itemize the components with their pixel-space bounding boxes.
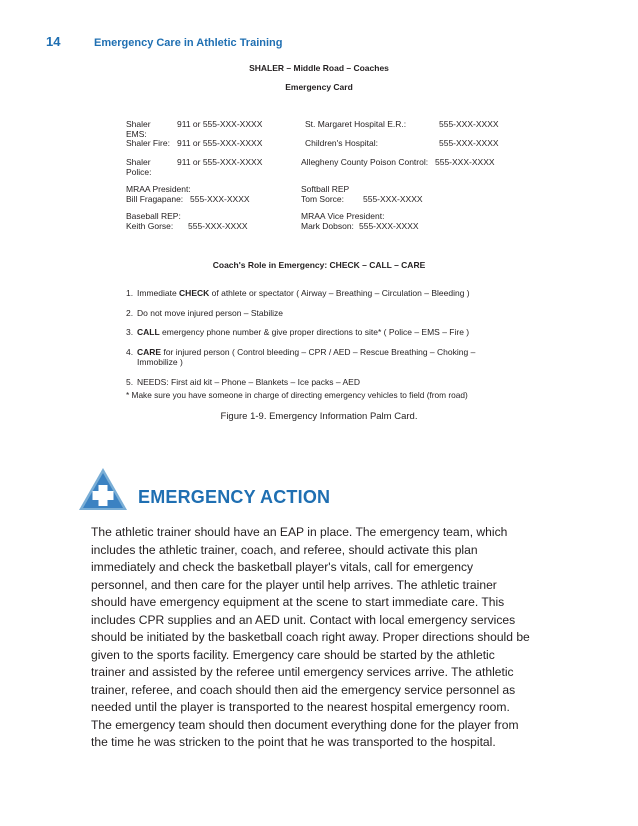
list-item — [126, 327, 476, 338]
contact-label: St. Margaret Hospital E.R.: — [305, 119, 407, 129]
contact-row — [126, 119, 506, 138]
contact-value: 555-XXX-XXXX — [439, 138, 499, 148]
body-paragraph: The athletic trainer should have an EAP in place. The emergency team, which includes the athletic trainer, coach, and referee, should activate this plan immediately and check the basketball player's vitals, call for emergency personnel, and then care for the player until help arrives. The athletic trainer should have emergency equipment at the scene to start immediate care. This includes CPR supplies and an AED unit. Contact with local emergency services should be initiated by the basketball coach right away. Proper directions should be given to the sports facility. Emergency care should be started by the athletic trainer and assisted by the referee until emergency services arrive. The athletic trainer, referee, and coach should then aid the emergency service personnel as needed until the player is transported to the nearest hospital emergency room. The emergency team should then document everything done for the player from the time he was stricken to the point that he was transported to the hospital. — [91, 525, 530, 749]
officer-phone: 555-XXX-XXXX — [363, 194, 423, 204]
officer-mraa-vice-president — [301, 211, 481, 231]
step-number: 2. — [126, 307, 134, 318]
contact-value: 911 or 555-XXX-XXXX — [177, 119, 263, 129]
card-title: SHALER – Middle Road – Coaches — [249, 63, 389, 73]
officer-name: Tom Sorce: — [301, 194, 344, 204]
officer-softball-rep — [301, 184, 481, 204]
contact-value: 911 or 555-XXX-XXXX — [177, 157, 263, 167]
contact-value: 555-XXX-XXXX — [439, 119, 499, 129]
officer-role: Softball REP — [301, 184, 350, 194]
officer-phone: 555-XXX-XXXX — [359, 221, 419, 231]
officer-phone: 555-XXX-XXXX — [188, 221, 248, 231]
step-text: CARE for injured person ( Control bleeding – CPR / AED – Rescue Breathing – Choking – Immobilize ) — [137, 346, 476, 367]
officer-name: Keith Gorse: — [126, 221, 174, 231]
figure-caption: Figure 1-9. Emergency Information Palm Card. — [220, 411, 418, 422]
page-number: 14 — [46, 34, 61, 49]
officer-baseball-rep — [126, 211, 306, 231]
card-subtitle: Emergency Card — [285, 82, 353, 92]
list-item — [126, 347, 476, 368]
first-aid-triangle-icon — [78, 467, 128, 511]
step-text: Do not move injured person – Stabilize — [137, 307, 283, 318]
step-text: CALL emergency phone number & give proper directions to site* ( Police – EMS – Fire ) — [137, 327, 470, 337]
contact-row — [126, 138, 506, 157]
officer-mraa-president — [126, 184, 306, 204]
contact-label: Shaler EMS: — [126, 119, 151, 139]
step-number: 1. — [126, 288, 134, 298]
step-number: 4. — [126, 346, 134, 357]
officer-role: MRAA Vice President: — [301, 211, 385, 221]
step-number: 5. — [126, 376, 134, 387]
list-item — [126, 377, 476, 388]
contact-value: 911 or 555-XXX-XXXX — [177, 138, 263, 148]
section-title: EMERGENCY ACTION — [138, 487, 331, 507]
contact-grid — [126, 119, 506, 176]
contact-label: Shaler Fire: — [126, 138, 170, 148]
officer-name: Mark Dobson: — [301, 221, 354, 231]
section-heading — [78, 467, 330, 511]
running-title: Emergency Care in Athletic Training — [94, 37, 283, 49]
running-header — [46, 34, 282, 49]
list-item — [126, 308, 476, 319]
officer-phone: 555-XXX-XXXX — [190, 194, 250, 204]
officer-role: MRAA President: — [126, 184, 191, 194]
contact-label: Shaler Police: — [126, 157, 152, 177]
contact-value: 555-XXX-XXXX — [435, 157, 495, 167]
contact-row — [126, 157, 506, 176]
officer-role: Baseball REP: — [126, 211, 181, 221]
role-title: Coach's Role in Emergency: CHECK – CALL – CARE — [212, 260, 426, 270]
steps-list — [126, 288, 476, 396]
card-footnote: * Make sure you have someone in charge of directing emergency vehicles to field (from road) — [126, 390, 468, 400]
contact-label: Allegheny County Poison Control: — [301, 157, 429, 167]
contact-label: Children's Hospital: — [305, 138, 378, 148]
officer-name: Bill Fragapane: — [126, 194, 184, 204]
list-item — [126, 288, 476, 299]
step-text: Immediate CHECK of athlete or spectator ( Airway – Breathing – Circulation – Bleeding ) — [137, 288, 470, 298]
step-number: 3. — [126, 327, 134, 337]
step-text: NEEDS: First aid kit – Phone – Blankets – Ice packs – AED — [137, 376, 360, 387]
